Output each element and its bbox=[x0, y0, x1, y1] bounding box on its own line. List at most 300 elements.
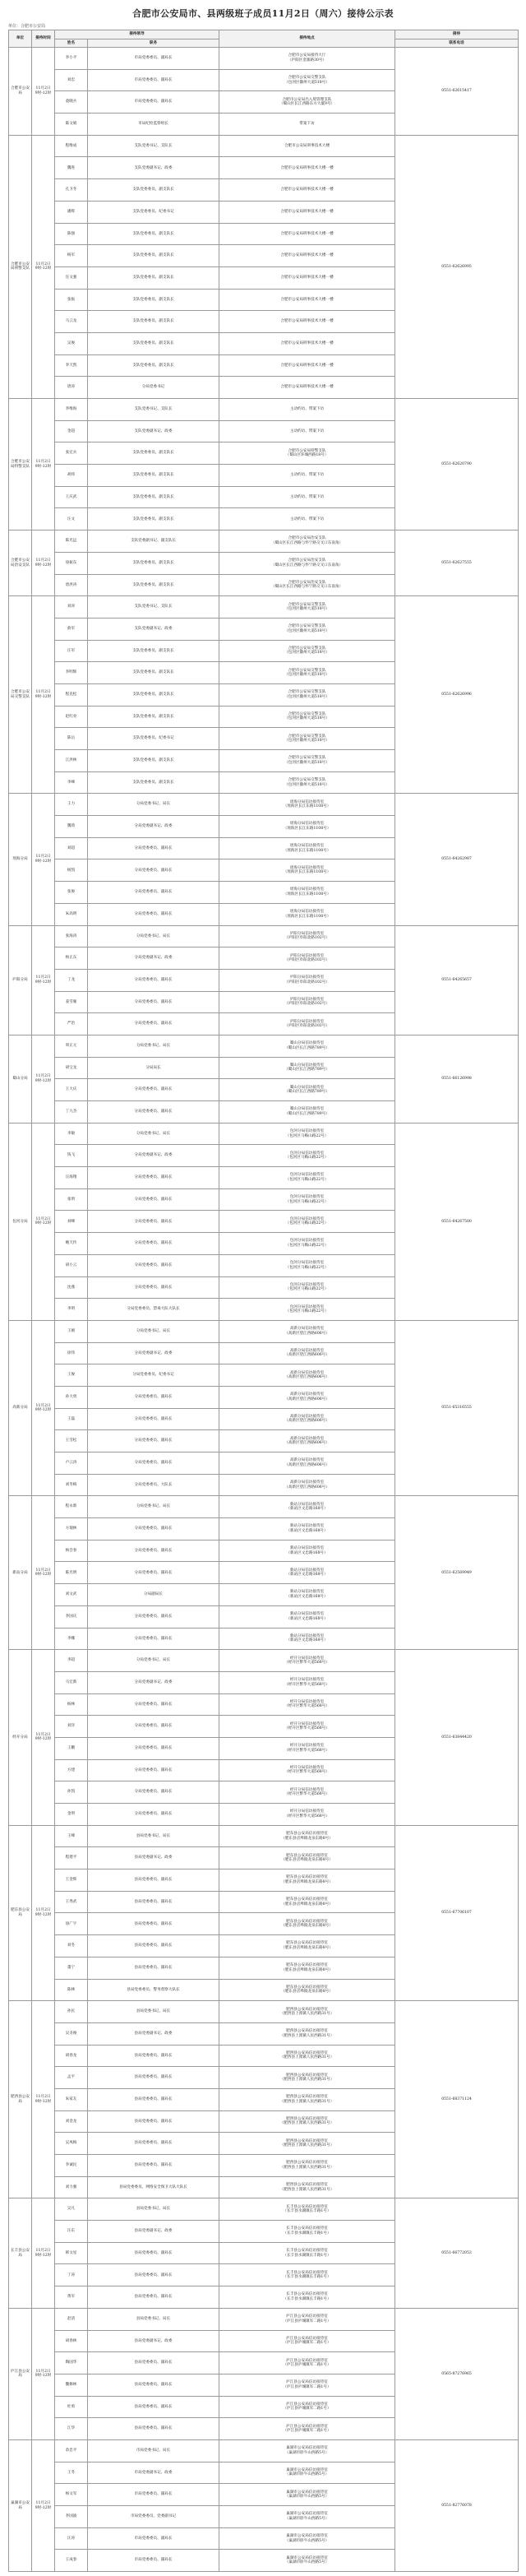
phone-cell: 0551-62569949 bbox=[395, 1496, 519, 1650]
name-cell: 杨正东 bbox=[55, 947, 88, 970]
post-cell: 县局党委副书记、政委 bbox=[88, 2330, 219, 2352]
post-cell: 县局党委委员、副局长 bbox=[88, 2110, 219, 2133]
name-cell: 鲍天传 bbox=[55, 1233, 88, 1255]
location-cell: 经开分局信访接待室 （经开区繁华大道568号） bbox=[219, 1693, 395, 1716]
post-cell: 县局党委委员、副局长 bbox=[88, 2352, 219, 2374]
name-cell: 黄军 bbox=[55, 2286, 88, 2309]
phone-cell: 0551-64262987 bbox=[395, 794, 519, 925]
post-cell: 支队党委委员、副支队长 bbox=[88, 179, 219, 202]
post-cell: 支队党委委员、副支队长 bbox=[88, 311, 219, 333]
post-cell: 支队党委委员、副支队长 bbox=[88, 442, 219, 465]
unit-cell: 巢湖市公安局 bbox=[9, 2439, 32, 2571]
location-cell: 巢湖市公安局信访接待室 （巢湖市卧牛山西路5号） bbox=[219, 2484, 395, 2506]
location-cell: 肥西县公安局信访接待室 （肥西县上派镇人民西路31号） bbox=[219, 2067, 395, 2089]
location-cell: 经开分局信访接待室 （经开区繁华大道568号） bbox=[219, 1671, 395, 1693]
table-row bbox=[9, 1825, 519, 1847]
post-cell: 市局纪检监察组长 bbox=[88, 114, 219, 136]
table-row bbox=[9, 135, 519, 157]
name-cell: 王秀武 bbox=[55, 1891, 88, 1913]
location-cell: 庐江县公安局信访接待室 （庐江县庐城镇军二路1号） bbox=[219, 2396, 395, 2418]
post-cell: 分局副局长 bbox=[88, 1584, 219, 1606]
name-cell: 杨军 bbox=[55, 245, 88, 267]
location-cell: 肥东县公安局信访接待室 （肥东县店埠镇龙泉东路8号） bbox=[219, 1957, 395, 1979]
post-cell: 分局党委委员、副局长 bbox=[88, 882, 219, 904]
post-cell: 分局党委委员、副局长 bbox=[88, 1452, 219, 1475]
post-cell: 分局党委委员、副局长 bbox=[88, 1628, 219, 1650]
table-row bbox=[9, 1320, 519, 1342]
time-cell: 11月2日 9时-12时 bbox=[32, 794, 55, 925]
name-cell: 杨林 bbox=[55, 1693, 88, 1716]
table-row bbox=[9, 1496, 519, 1518]
location-cell: 蜀山分局信访接待室 （蜀山区长江西路789号） bbox=[219, 1101, 395, 1124]
post-cell: 分局党委委员、副局长 bbox=[88, 1693, 219, 1716]
post-cell: 县局党委委员、网络安全保卫大队大队长 bbox=[88, 2176, 219, 2198]
post-cell: 县局党委书记、局长 bbox=[88, 2308, 219, 2330]
location-cell: 新站分局信访接待室 （新站区文忠路168号） bbox=[219, 1496, 395, 1518]
post-cell: 市局党委委员、副局长 bbox=[88, 69, 219, 91]
location-cell: 合肥市公安局刑事技术大楼一楼 bbox=[219, 354, 395, 377]
phone-cell: 0551-66772053 bbox=[395, 2198, 519, 2308]
post-cell: 分局党委副书记、政委 bbox=[88, 816, 219, 838]
post-cell: 分局党委委员、副局长 bbox=[88, 837, 219, 859]
post-cell: 县局党委副书记、政委 bbox=[88, 2221, 219, 2243]
post-cell: 县局党委委员、副局长 bbox=[88, 2374, 219, 2396]
location-cell: 包河分局信访接待室 （包河区马鞍山路22号） bbox=[219, 1299, 395, 1321]
location-cell: 合肥市公安局刑事技术大楼一楼 bbox=[219, 179, 395, 202]
name-cell: 李敏 bbox=[55, 1123, 88, 1145]
location-cell: 巢湖市公安局信访接待室 （巢湖市卧牛山西路5号） bbox=[219, 2439, 395, 2462]
unit-cell: 合肥市公安局特警支队 bbox=[9, 399, 32, 530]
unit-cell: 高新分局 bbox=[9, 1320, 32, 1496]
post-cell: 分局党委书记 bbox=[88, 377, 219, 399]
table-row bbox=[9, 794, 519, 816]
unit-cell: 合肥市公安局交警支队 bbox=[9, 596, 32, 794]
phone-cell: 0551-64267500 bbox=[395, 1123, 519, 1320]
time-cell: 11月2日 9时-12时 bbox=[32, 399, 55, 530]
post-cell: 支队党委委员、副支队长 bbox=[88, 508, 219, 530]
phone-cell: 0551-64265657 bbox=[395, 925, 519, 1035]
location-cell: 带案下访 bbox=[219, 114, 395, 136]
post-cell: 分局党委副书记、政委 bbox=[88, 1145, 219, 1167]
post-cell: 县局党委副书记、政委 bbox=[88, 1847, 219, 1869]
name-cell: 钱飞 bbox=[55, 1145, 88, 1167]
name-cell: 李国波 bbox=[55, 2506, 88, 2528]
header-location: 接待地点 bbox=[219, 30, 395, 48]
location-cell: 高新分局信访接待室 （高新区望江西路606号） bbox=[219, 1386, 395, 1408]
unit-cell: 肥东县公安局 bbox=[9, 1825, 32, 2001]
table-row bbox=[9, 2198, 519, 2221]
name-cell: 汪海翔 bbox=[55, 1167, 88, 1189]
location-cell: 长丰县公安局信访接待室 （长丰县水湖镇长丰路1号） bbox=[219, 2242, 395, 2264]
post-cell: 支队党委书记、支队长 bbox=[88, 399, 219, 421]
post-cell: 分局党委委员、副局长 bbox=[88, 1518, 219, 1541]
time-cell: 11月2日 9时-12时 bbox=[32, 2308, 55, 2439]
post-cell: 县局党委委员、副局长 bbox=[88, 2286, 219, 2309]
post-cell: 支队党委委员、纪委书记 bbox=[88, 728, 219, 750]
table-row bbox=[9, 48, 519, 70]
unit-cell: 合肥市公安局刑警支队 bbox=[9, 135, 32, 398]
post-cell: 县局党委书记、局长 bbox=[88, 2001, 219, 2023]
unit-cell: 经开分局 bbox=[9, 1650, 32, 1826]
phone-cell: 0551-62627555 bbox=[395, 530, 519, 596]
location-cell: 包河分局信访接待室 （包河区马鞍山路22号） bbox=[219, 1211, 395, 1233]
location-cell: 瑶海分局信访接待室 （瑶海区长江东路1108号） bbox=[219, 882, 395, 904]
name-cell: 沈燕 bbox=[55, 1276, 88, 1299]
location-cell: 包河分局信访接待室 （包河区马鞍山路22号） bbox=[219, 1123, 395, 1145]
name-cell: 杜勇 bbox=[55, 2396, 88, 2418]
table-row bbox=[9, 530, 519, 553]
name-cell: 王大庆 bbox=[55, 1079, 88, 1101]
location-cell: 庐江县公安局信访接待室 （庐江县庐城镇军二路1号） bbox=[219, 2374, 395, 2396]
post-cell: 市局党委委员、副局长 bbox=[88, 2527, 219, 2550]
post-cell: 县局党委书记、局长 bbox=[88, 1825, 219, 1847]
post-cell: 分局党委委员、纪委书记 bbox=[88, 1364, 219, 1387]
header-duty-person: 接待领导 bbox=[55, 30, 219, 39]
time-cell: 11月2日 9时-12时 bbox=[32, 1320, 55, 1496]
name-cell: 吴俊 bbox=[55, 332, 88, 354]
location-cell: 包河分局信访接待室 （包河区马鞍山路22号） bbox=[219, 1276, 395, 1299]
unit-cell: 瑶海分局 bbox=[9, 794, 32, 925]
location-cell: 合肥市公安局交警支队 （包河区徽州大道518号） bbox=[219, 596, 395, 619]
phone-cell: 0551-67706107 bbox=[395, 1825, 519, 2001]
unit-cell: 新站分局 bbox=[9, 1496, 32, 1650]
post-cell: 分局党委委员、副局长 bbox=[88, 1562, 219, 1584]
name-cell: 朱高明 bbox=[55, 903, 88, 925]
time-cell: 11月2日 9时-12时 bbox=[32, 1035, 55, 1123]
unit-cell: 蜀山分局 bbox=[9, 1035, 32, 1123]
name-cell: 丁九杰 bbox=[55, 1101, 88, 1124]
location-cell: 高新分局信访接待室 （高新区望江西路606号） bbox=[219, 1452, 395, 1475]
unit-cell: 合肥市公安局治安支队 bbox=[9, 530, 32, 596]
location-cell: 长丰县公安局信访接待室 （长丰县水湖镇长丰路1号） bbox=[219, 2264, 395, 2286]
location-cell: 蜀山分局信访接待室 （蜀山区长江西路789号） bbox=[219, 1057, 395, 1079]
post-cell: 市局党委委员、副局长 bbox=[88, 91, 219, 114]
location-cell: 肥西县公安局信访接待室 （肥西县上派镇人民西路31号） bbox=[219, 2088, 395, 2110]
name-cell: 余忠平 bbox=[55, 2439, 88, 2462]
post-cell: 支队党委委员、副支队长 bbox=[88, 289, 219, 311]
time-cell: 11月2日 9时-12时 bbox=[32, 1825, 55, 2001]
location-cell: 肥西县公安局信访接待室 （肥西县上派镇人民西路31号） bbox=[219, 2133, 395, 2155]
location-cell: 瑶海分局信访接待室 （瑶海区长江东路1108号） bbox=[219, 816, 395, 838]
location-cell: 合肥市公安局刑事技术大楼一楼 bbox=[219, 157, 395, 179]
name-cell: 王成春 bbox=[55, 2550, 88, 2572]
location-cell: 肥西县公安局信访接待室 （肥西县上派镇人民西路31号） bbox=[219, 2001, 395, 2023]
name-cell: 吴圣俊 bbox=[55, 2022, 88, 2045]
location-cell: 包河分局信访接待室 （包河区马鞍山路22号） bbox=[219, 1167, 395, 1189]
location-cell: 蜀山分局信访接待室 （蜀山区长江西路789号） bbox=[219, 1079, 395, 1101]
name-cell: 陈强 bbox=[55, 223, 88, 245]
location-cell: 主动约访、带案下访 bbox=[219, 420, 395, 442]
location-cell: 瑶海分局信访接待室 （瑶海区长江东路1108号） bbox=[219, 903, 395, 925]
post-cell: 分局党委书记、局长 bbox=[88, 794, 219, 816]
name-cell: 程永新 bbox=[55, 1496, 88, 1518]
unit-cell: 包河分局 bbox=[9, 1123, 32, 1320]
location-cell: 巢湖市公安局信访接待室 （巢湖市卧牛山西路5号） bbox=[219, 2506, 395, 2528]
table-row bbox=[9, 596, 519, 619]
post-cell: 县局党委书记、局长 bbox=[88, 2198, 219, 2221]
name-cell: 陈光明 bbox=[55, 1562, 88, 1584]
name-cell: 吴凤梅 bbox=[55, 2133, 88, 2155]
time-cell: 11月2日 9时-12时 bbox=[32, 2198, 55, 2308]
post-cell: 支队党委副书记、政委 bbox=[88, 157, 219, 179]
location-cell: 庐江县公安局信访接待室 （庐江县庐城镇军二路1号） bbox=[219, 2418, 395, 2440]
location-cell: 经开分局信访接待室 （经开区繁华大道568号） bbox=[219, 1759, 395, 1781]
location-cell: 庐阳分局信访接待室 （庐阳区阜阳北路102号） bbox=[219, 1013, 395, 1035]
name-cell: 王刚 bbox=[55, 1320, 88, 1342]
time-cell: 11月2日 9时-12时 bbox=[32, 1496, 55, 1650]
unit-label: 单位：合肥市公安局 bbox=[8, 24, 46, 29]
post-cell: 分局党委委员、副局长 bbox=[88, 1079, 219, 1101]
location-cell: 合肥市公安局刑事技术大楼一楼 bbox=[219, 245, 395, 267]
name-cell: 刘涛 bbox=[55, 596, 88, 619]
post-cell: 支队党委委员、纪委书记 bbox=[88, 201, 219, 223]
time-cell: 11月2日 9时-12时 bbox=[32, 925, 55, 1035]
header-name: 姓名 bbox=[55, 39, 88, 48]
unit-cell: 庐阳分局 bbox=[9, 925, 32, 1035]
location-cell: 肥西县公安局信访接待室 （肥西县上派镇人民西路31号） bbox=[219, 2045, 395, 2067]
name-cell: 刘文武 bbox=[55, 1584, 88, 1606]
post-cell: 支队党委副书记、政委 bbox=[88, 420, 219, 442]
location-cell: 合肥市公安局出入境管理支队 （蜀山区长江西路东方大厦9号） bbox=[219, 91, 395, 114]
post-cell: 县局党委委员、副局长 bbox=[88, 1869, 219, 1892]
name-cell: 李诚民 bbox=[55, 2155, 88, 2177]
post-cell: 分局党委委员、副局长 bbox=[88, 903, 219, 925]
location-cell: 合肥市公安局刑事技术大楼一楼 bbox=[219, 311, 395, 333]
location-cell: 合肥市公安局交警支队 （包河区徽州大道518号） bbox=[219, 683, 395, 706]
name-cell: 刘力强 bbox=[55, 2176, 88, 2198]
post-cell: 分局党委书记、局长 bbox=[88, 925, 219, 947]
name-cell: 刘超 bbox=[55, 837, 88, 859]
phone-cell: 0551-82776078 bbox=[395, 2439, 519, 2571]
name-cell: 杨会春 bbox=[55, 1540, 88, 1562]
name-cell: 朱家友 bbox=[55, 2088, 88, 2110]
post-cell: 支队党委委员、副支队长 bbox=[88, 771, 219, 794]
post-cell: 分局党委书记、局长 bbox=[88, 1650, 219, 1672]
name-cell: 丁涛 bbox=[55, 2264, 88, 2286]
time-cell: 11月2日 9时-12时 bbox=[32, 530, 55, 596]
location-cell: 巢湖市公安局信访接待室 （巢湖市卧牛山西路5号） bbox=[219, 2550, 395, 2572]
post-cell: 支队党委委员、副支队长 bbox=[88, 640, 219, 662]
time-cell: 11月2日 9时-12时 bbox=[32, 2439, 55, 2571]
phone-cell: 0551-65316555 bbox=[395, 1320, 519, 1496]
post-cell: 分局党委委员、副局长 bbox=[88, 1254, 219, 1276]
name-cell: 童晓兵 bbox=[55, 91, 88, 114]
post-cell: 分局党委副书记、政委 bbox=[88, 1342, 219, 1364]
name-cell: 王雪松 bbox=[55, 1430, 88, 1452]
location-cell: 长丰县公安局信访接待室 （长丰县水湖镇长丰路1号） bbox=[219, 2198, 395, 2221]
name-cell: 卢云涛 bbox=[55, 1452, 88, 1475]
location-cell: 合肥市公安局交警支队 （包河区徽州大道518号） bbox=[219, 640, 395, 662]
post-cell: 支队党委委员、副支队长 bbox=[88, 266, 219, 289]
time-cell: 11月2日 9时-12时 bbox=[32, 596, 55, 794]
post-cell: 分局党委委员、副局长 bbox=[88, 1386, 219, 1408]
page-title: 合肥市公安局市、县两级班子成员11月2日（周六）接待公示表 bbox=[132, 8, 394, 19]
phone-cell: 0551-62615417 bbox=[395, 48, 519, 136]
post-cell: 县局党委委员、副局长 bbox=[88, 2418, 219, 2440]
post-cell: 支队党委委员、副支队长 bbox=[88, 223, 219, 245]
location-cell: 庐阳分局信访接待室 （庐阳区阜阳北路102号） bbox=[219, 969, 395, 991]
name-cell: 刘洋 bbox=[55, 1716, 88, 1738]
location-cell: 肥东县公安局信访接待室 （肥东县店埠镇龙泉东路8号） bbox=[219, 1979, 395, 2001]
name-cell: 魏琦 bbox=[55, 816, 88, 838]
post-cell: 分局党委委员、副局长 bbox=[88, 1233, 219, 1255]
post-cell: 支队党委委员、副支队长 bbox=[88, 354, 219, 377]
post-cell: 市局党委副书记、政委 bbox=[88, 2462, 219, 2484]
name-cell: 张海涛 bbox=[55, 925, 88, 947]
time-cell: 11月2日 9时-12时 bbox=[32, 1650, 55, 1826]
post-cell: 县局党委委员、副局长 bbox=[88, 1891, 219, 1913]
name-cell: 张俊 bbox=[55, 882, 88, 904]
location-cell: 肥东县公安局信访接待室 （肥东县店埠镇龙泉东路8号） bbox=[219, 1847, 395, 1869]
post-cell: 县局党委委员、副局长 bbox=[88, 1957, 219, 1979]
name-cell: 张振 bbox=[55, 289, 88, 311]
post-cell: 分局党委委员、禁毒大队大队长 bbox=[88, 1299, 219, 1321]
location-cell: 主动约访、带案下访 bbox=[219, 486, 395, 508]
location-cell: 肥西县公安局信访接待室 （肥西县上派镇人民西路31号） bbox=[219, 2155, 395, 2177]
unit-cell: 庐江县公安局 bbox=[9, 2308, 32, 2439]
name-cell: 陈林 bbox=[55, 1979, 88, 2001]
table-body bbox=[9, 48, 519, 2572]
post-cell: 分局党委委员、副局长 bbox=[88, 1716, 219, 1738]
name-cell: 魏进 bbox=[55, 157, 88, 179]
post-cell: 县局党委委员、副局长 bbox=[88, 2045, 219, 2067]
location-cell: 蜀山分局信访接待室 （蜀山区长江西路789号） bbox=[219, 1035, 395, 1057]
name-cell: 胡小云 bbox=[55, 1254, 88, 1276]
location-cell: 合肥市公安局交警支队 （包河区徽州大道518号） bbox=[219, 662, 395, 684]
post-cell: 支队党委委员、副支队长 bbox=[88, 574, 219, 596]
post-cell: 分局党委委员、副局长 bbox=[88, 1211, 219, 1233]
post-cell: 分局党委委员、副局长 bbox=[88, 1781, 219, 1804]
post-cell: 县局党委委员、副局长 bbox=[88, 2396, 219, 2418]
post-cell: 县局党委委员、副局长 bbox=[88, 2155, 219, 2177]
post-cell: 分局党委委员、副局长 bbox=[88, 1188, 219, 1211]
post-cell: 分局党委副书记、政委 bbox=[88, 1671, 219, 1693]
location-cell: 合肥市公安局治安支队 （蜀山区长江西路与怀宁路交叉口东南角） bbox=[219, 574, 395, 596]
post-cell: 县局党委委员、副局长 bbox=[88, 2264, 219, 2286]
name-cell: 胡春龙 bbox=[55, 2045, 88, 2067]
name-cell: 唐涛 bbox=[55, 377, 88, 399]
location-cell: 巢湖市公安局信访接待室 （巢湖市卧牛山西路5号） bbox=[219, 2462, 395, 2484]
name-cell: 严治 bbox=[55, 1013, 88, 1035]
name-cell: 杨文军 bbox=[55, 2484, 88, 2506]
name-cell: 王庆武 bbox=[55, 486, 88, 508]
phone-cell: 0551-62626995 bbox=[395, 135, 519, 398]
location-cell: 巢湖市公安局信访接待室 （巢湖市卧牛山西路5号） bbox=[219, 2527, 395, 2550]
location-cell: 新站分局信访接待室 （新站区文忠路168号） bbox=[219, 1628, 395, 1650]
location-cell: 合肥市公安局交警支队 （包河区徽州大道518号） bbox=[219, 728, 395, 750]
name-cell: 刘忠 bbox=[55, 69, 88, 91]
location-cell: 经开分局信访接待室 （经开区繁华大道568号） bbox=[219, 1650, 395, 1672]
location-cell: 包河分局信访接待室 （包河区马鞍山路22号） bbox=[219, 1254, 395, 1276]
name-cell: 李明 bbox=[55, 1299, 88, 1321]
name-cell: 马云龙 bbox=[55, 311, 88, 333]
post-cell: 分局党委委员、副局长 bbox=[88, 1013, 219, 1035]
name-cell: 孙凯 bbox=[55, 1781, 88, 1804]
location-cell: 合肥市公安局交警支队 （包河区徽州大道518号） bbox=[219, 618, 395, 640]
location-cell: 包河分局信访接待室 （包河区马鞍山路22号） bbox=[219, 1188, 395, 1211]
name-cell: 孙民 bbox=[55, 2001, 88, 2023]
post-cell: 支队党委委员、副支队长 bbox=[88, 486, 219, 508]
post-cell: 分局党委委员、副局长 bbox=[88, 1605, 219, 1628]
location-cell: 包河分局信访接待室 （包河区马鞍山路22号） bbox=[219, 1233, 395, 1255]
location-cell: 肥西县公安局信访接待室 （肥西县上派镇人民西路31号） bbox=[219, 2022, 395, 2045]
location-cell: 瑶海分局信访接待室 （瑶海区长江东路1108号） bbox=[219, 837, 395, 859]
name-cell: 胡宝龙 bbox=[55, 1057, 88, 1079]
location-cell: 主动约访、带案下访 bbox=[219, 508, 395, 530]
name-cell: 金超 bbox=[55, 420, 88, 442]
name-cell: 陈光远 bbox=[55, 530, 88, 553]
name-cell: 陈文娟 bbox=[55, 114, 88, 136]
name-cell: 潘辉 bbox=[55, 201, 88, 223]
name-cell: 韩文星 bbox=[55, 2242, 88, 2264]
name-cell: 丁龙 bbox=[55, 969, 88, 991]
location-cell: 肥西县公安局信访接待室 （肥西县上派镇人民西路31号） bbox=[219, 2110, 395, 2133]
phone-cell: 0551-62626996 bbox=[395, 596, 519, 794]
name-cell: 杨凯 bbox=[55, 859, 88, 882]
header-post: 职务 bbox=[88, 39, 219, 48]
name-cell: 王峰 bbox=[55, 1825, 88, 1847]
name-cell: 陶国华 bbox=[55, 2352, 88, 2374]
name-cell: 王鹏 bbox=[55, 1737, 88, 1759]
name-cell: 李维海 bbox=[55, 399, 88, 421]
phone-cell: 0551-68371124 bbox=[395, 2001, 519, 2198]
time-cell: 11月2日 9时-12时 bbox=[32, 1123, 55, 1320]
post-cell: 县局党委委员、副局长 bbox=[88, 2088, 219, 2110]
location-cell: 庐阳分局信访接待室 （庐阳区阜阳北路102号） bbox=[219, 947, 395, 970]
post-cell: 县局党委委员、警务督察大队长 bbox=[88, 1979, 219, 2001]
location-cell: 合肥市公安局交警支队 （包河区徽州大道518号） bbox=[219, 69, 395, 91]
name-cell: 刘峰 bbox=[55, 1211, 88, 1233]
name-cell: 刘金龙 bbox=[55, 2110, 88, 2133]
location-cell: 包河分局信访接待室 （包河区马鞍山路22号） bbox=[219, 1145, 395, 1167]
post-cell: 支队党委委员、副支队长 bbox=[88, 750, 219, 772]
location-cell: 新站分局信访接待室 （新站区文忠路168号） bbox=[219, 1540, 395, 1562]
name-cell: 王俊 bbox=[55, 1364, 88, 1387]
name-cell: 刘冬梅 bbox=[55, 1474, 88, 1496]
table-row bbox=[9, 399, 519, 421]
location-cell: 高新分局信访接待室 （高新区望江西路606号） bbox=[219, 1474, 395, 1496]
name-cell: 汪文 bbox=[55, 508, 88, 530]
name-cell: 任文强 bbox=[55, 266, 88, 289]
post-cell: 分局党委委员、副局长 bbox=[88, 969, 219, 991]
post-cell: 市局党委委员、党委副书记 bbox=[88, 2506, 219, 2528]
post-cell: 县局党委委员、副局长 bbox=[88, 2242, 219, 2264]
post-cell: 分局党委委员、副局长 bbox=[88, 1430, 219, 1452]
post-cell: 分局党委委员、副局长 bbox=[88, 1737, 219, 1759]
location-cell: 合肥市公安局刑事技术大楼一楼 bbox=[219, 266, 395, 289]
location-cell: 高新分局信访接待室 （高新区望江西路606号） bbox=[219, 1342, 395, 1364]
name-cell: 徐伟 bbox=[55, 1342, 88, 1364]
location-cell: 合肥市公安局刑事技术大楼一楼 bbox=[219, 332, 395, 354]
unit-cell: 长丰县公安局 bbox=[9, 2198, 32, 2308]
post-cell: 分局党委书记、局长 bbox=[88, 1123, 219, 1145]
post-cell: 县局党委委员、副局长 bbox=[88, 2133, 219, 2155]
location-cell: 新站分局信访接待室 （新站区文忠路168号） bbox=[219, 1562, 395, 1584]
post-cell: 支队党委委员、副支队长 bbox=[88, 683, 219, 706]
post-cell: 市局党委委员、副局长 bbox=[88, 2484, 219, 2506]
location-cell: 新站分局信访接待室 （新站区文忠路168号） bbox=[219, 1584, 395, 1606]
name-cell: 董宁 bbox=[55, 1957, 88, 1979]
table-row bbox=[9, 925, 519, 947]
location-cell: 高新分局信访接待室 （高新区望江西路606号） bbox=[219, 1320, 395, 1342]
location-cell: 合肥市公安局刑事技术大楼一楼 bbox=[219, 201, 395, 223]
post-cell: 支队党委委员、副支队长 bbox=[88, 706, 219, 728]
name-cell: 徐振东 bbox=[55, 552, 88, 574]
table-row bbox=[9, 1123, 519, 1145]
name-cell: 江洪林 bbox=[55, 750, 88, 772]
post-cell: 分局党委委员、副局长 bbox=[88, 1167, 219, 1189]
location-cell: 庐江县公安局信访接待室 （庐江县庐城镇军二路1号） bbox=[219, 2352, 395, 2374]
